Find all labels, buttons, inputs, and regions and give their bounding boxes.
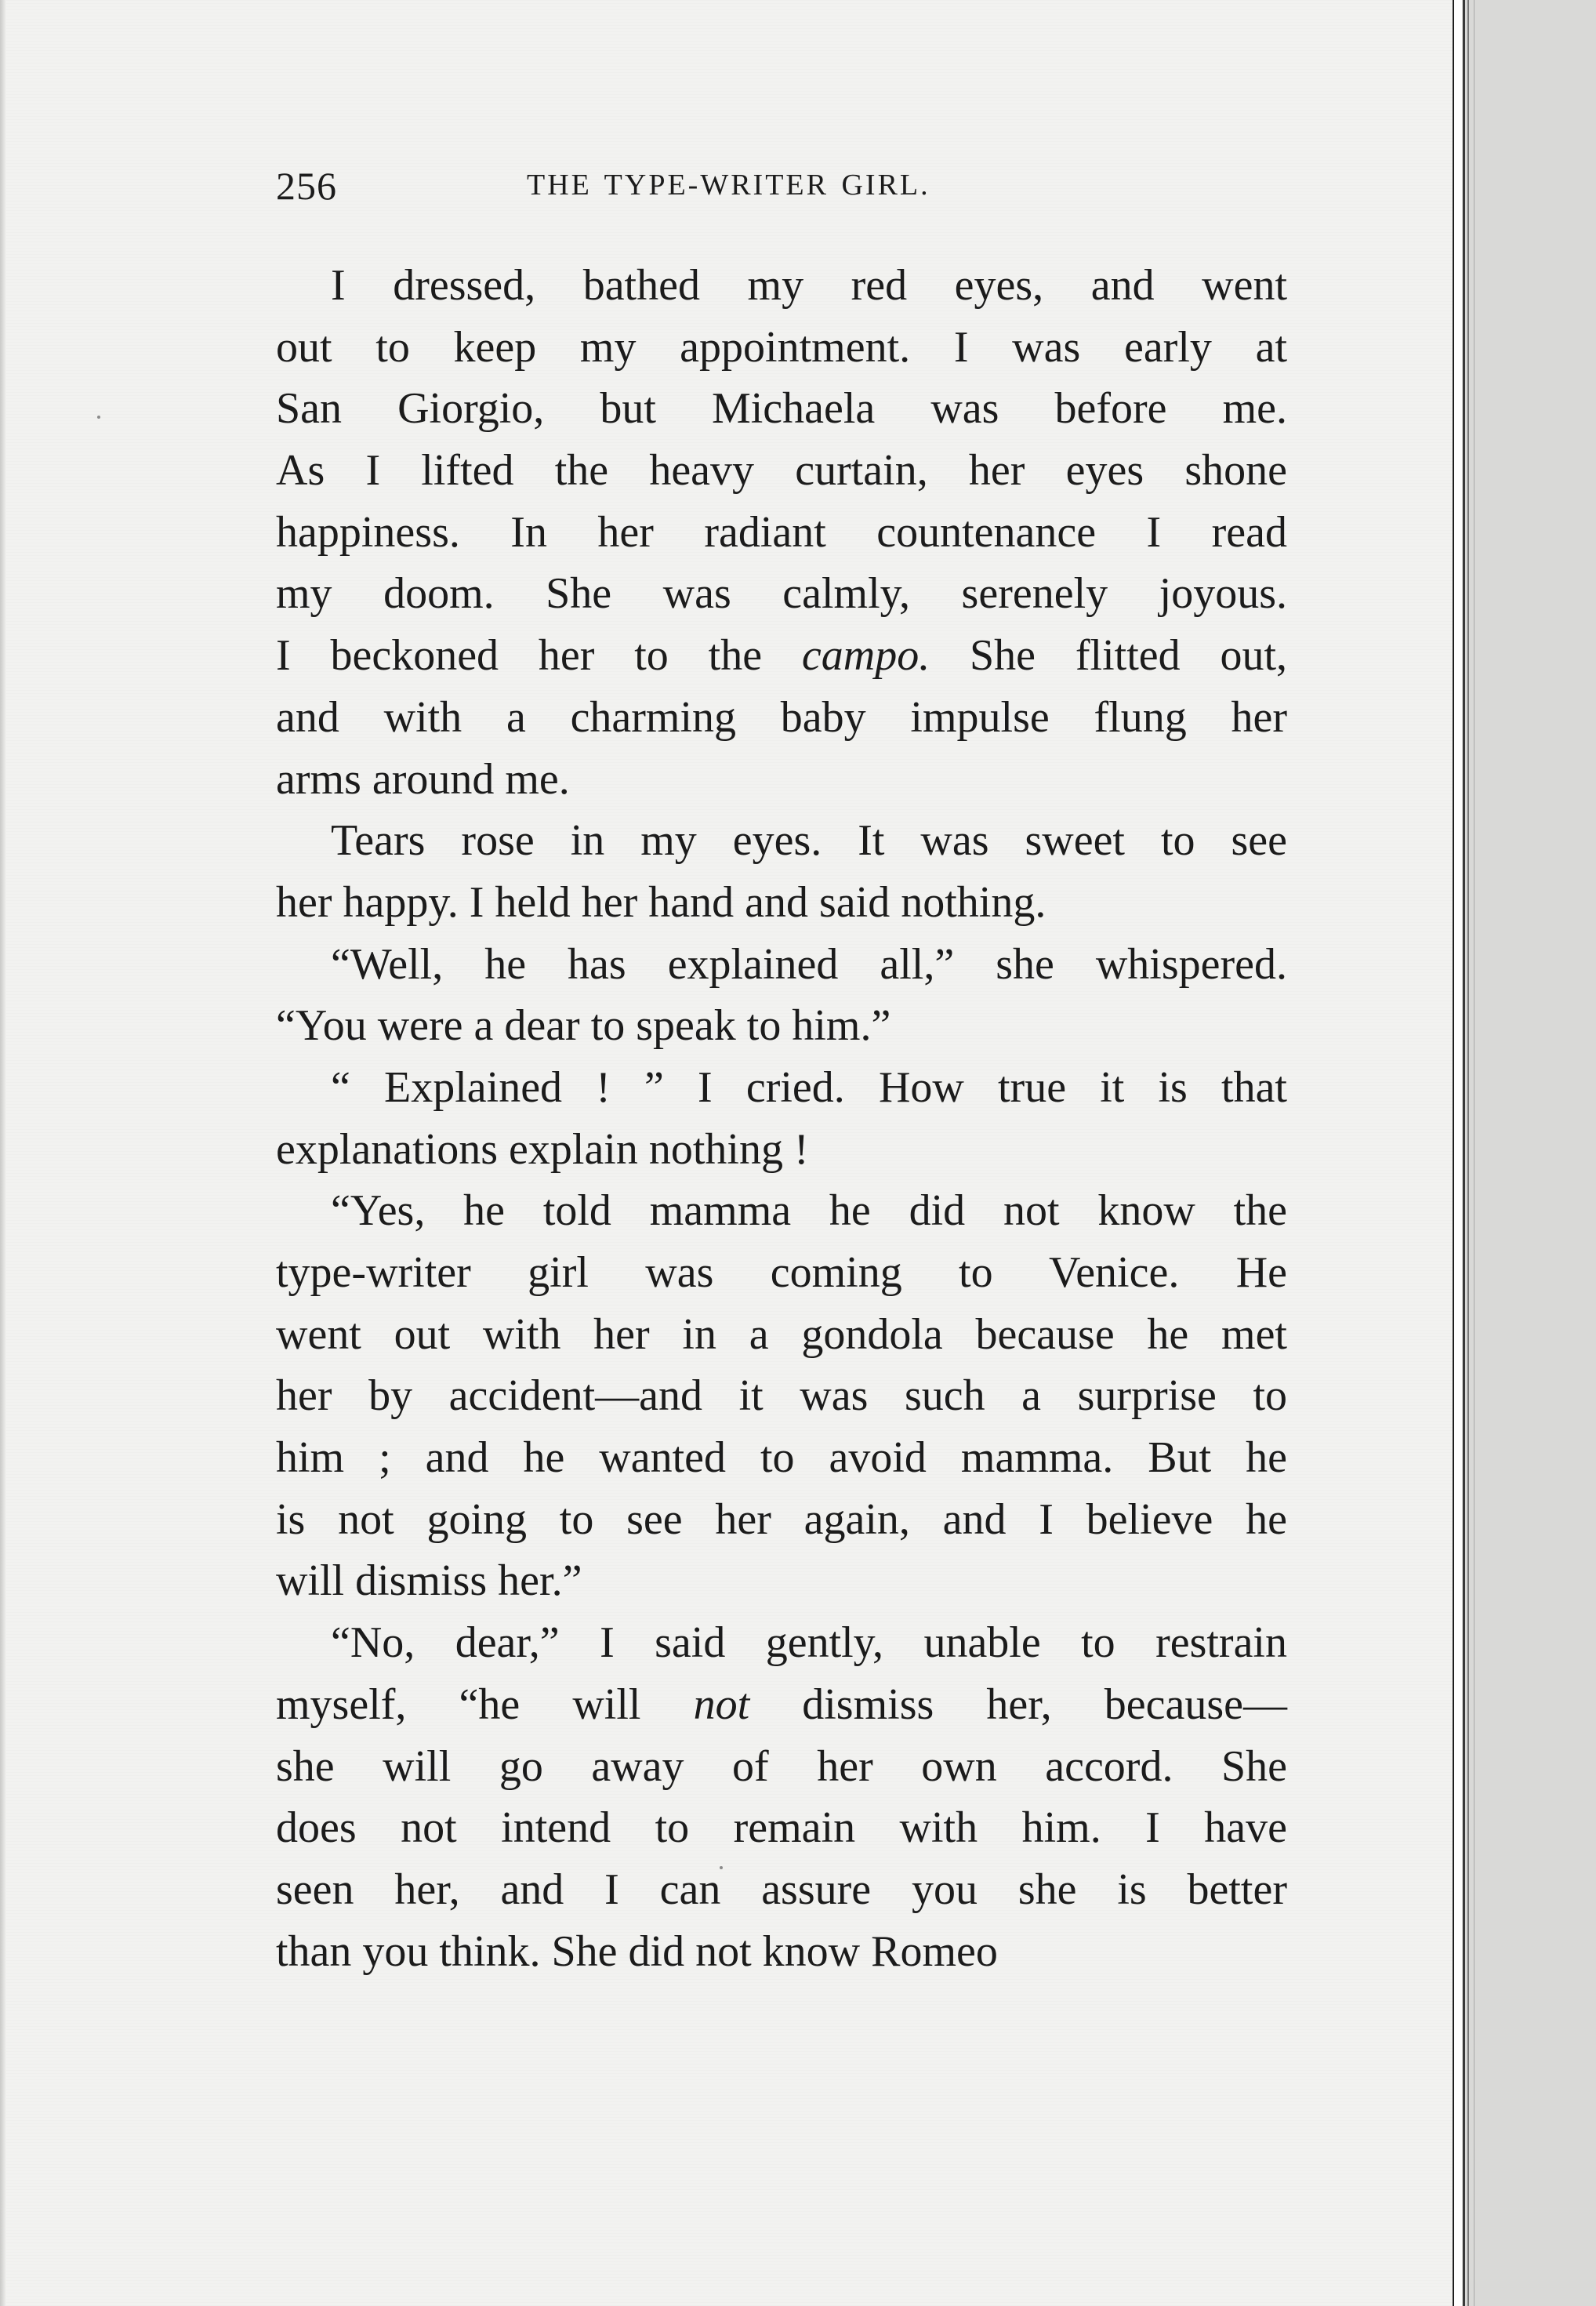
paper-speck (97, 416, 100, 419)
text-line: As I lifted the heavy curtain, her eyes shone (276, 446, 1287, 496)
text-line: and with a charming baby impulse flung her (276, 692, 1287, 742)
paragraph (276, 1057, 1287, 1180)
text-line: than you think. She did not know Romeo (276, 1927, 998, 1976)
next-page-edge (1462, 0, 1596, 2306)
page-stack-line (1467, 0, 1469, 2306)
text-line: “Well, he has explained all,” she whispered. (331, 939, 1287, 989)
text-line: out to keep my appointment. I was early at (276, 322, 1287, 372)
text-line: “No, dear,” I said gently, unable to restrain (331, 1618, 1287, 1668)
paragraph (276, 1180, 1287, 1612)
text-line: she will go away of her own accord. She (276, 1741, 1287, 1791)
binding-gap (1454, 0, 1462, 2306)
text-segment: I beckoned her to the (276, 631, 802, 681)
text-segment: She flitted out, (930, 631, 1287, 681)
body-text (276, 255, 1287, 1982)
text-line: her by accident—and it was such a surprise to (276, 1371, 1287, 1421)
page-number: 256 (276, 164, 337, 208)
text-line: him ; and he wanted to avoid mamma. But he (276, 1433, 1287, 1483)
text-line: “ Explained ! ” I cried. How true it is that (331, 1062, 1287, 1112)
paragraph (276, 255, 1287, 810)
text-line: will dismiss her.” (276, 1556, 582, 1606)
text-line: my doom. She was calmly, serenely joyous. (276, 569, 1287, 619)
running-title: THE TYPE-WRITER GIRL. (527, 169, 930, 202)
text-segment: myself, “he will (276, 1680, 694, 1729)
text-line: her happy. I held her hand and said nothing. (276, 877, 1046, 927)
text-line: Tears rose in my eyes. It was sweet to see (331, 816, 1287, 866)
page-stack-line (1463, 0, 1465, 2306)
text-line: I dressed, bathed my red eyes, and went (331, 261, 1287, 310)
text-line: explanations explain nothing ! (276, 1124, 809, 1174)
text-line (276, 625, 1287, 687)
italic-word: not (693, 1680, 750, 1729)
italic-word: campo. (801, 631, 930, 681)
text-line: type-writer girl was coming to Venice. He (276, 1248, 1287, 1297)
text-line: seen her, and I can assure you she is better (276, 1865, 1287, 1914)
text-line: “You were a dear to speak to him.” (276, 1001, 891, 1051)
text-line: went out with her in a gondola because he met (276, 1309, 1287, 1359)
text-line: San Giorgio, but Michaela was before me. (276, 384, 1287, 434)
paragraph (276, 934, 1287, 1057)
paragraph (276, 1612, 1287, 1982)
text-line (276, 1674, 1287, 1736)
text-line: is not going to see her again, and I believe he (276, 1494, 1287, 1544)
text-line: happiness. In her radiant countenance I read (276, 507, 1287, 557)
text-line: does not intend to remain with him. I have (276, 1803, 1287, 1853)
text-segment: dismiss her, because— (749, 1680, 1287, 1729)
text-line: arms around me. (276, 754, 570, 804)
running-header (276, 163, 1295, 218)
text-line: “Yes, he told mamma he did not know the (331, 1186, 1287, 1236)
page-left-shadow (0, 0, 6, 2306)
paragraph (276, 810, 1287, 933)
